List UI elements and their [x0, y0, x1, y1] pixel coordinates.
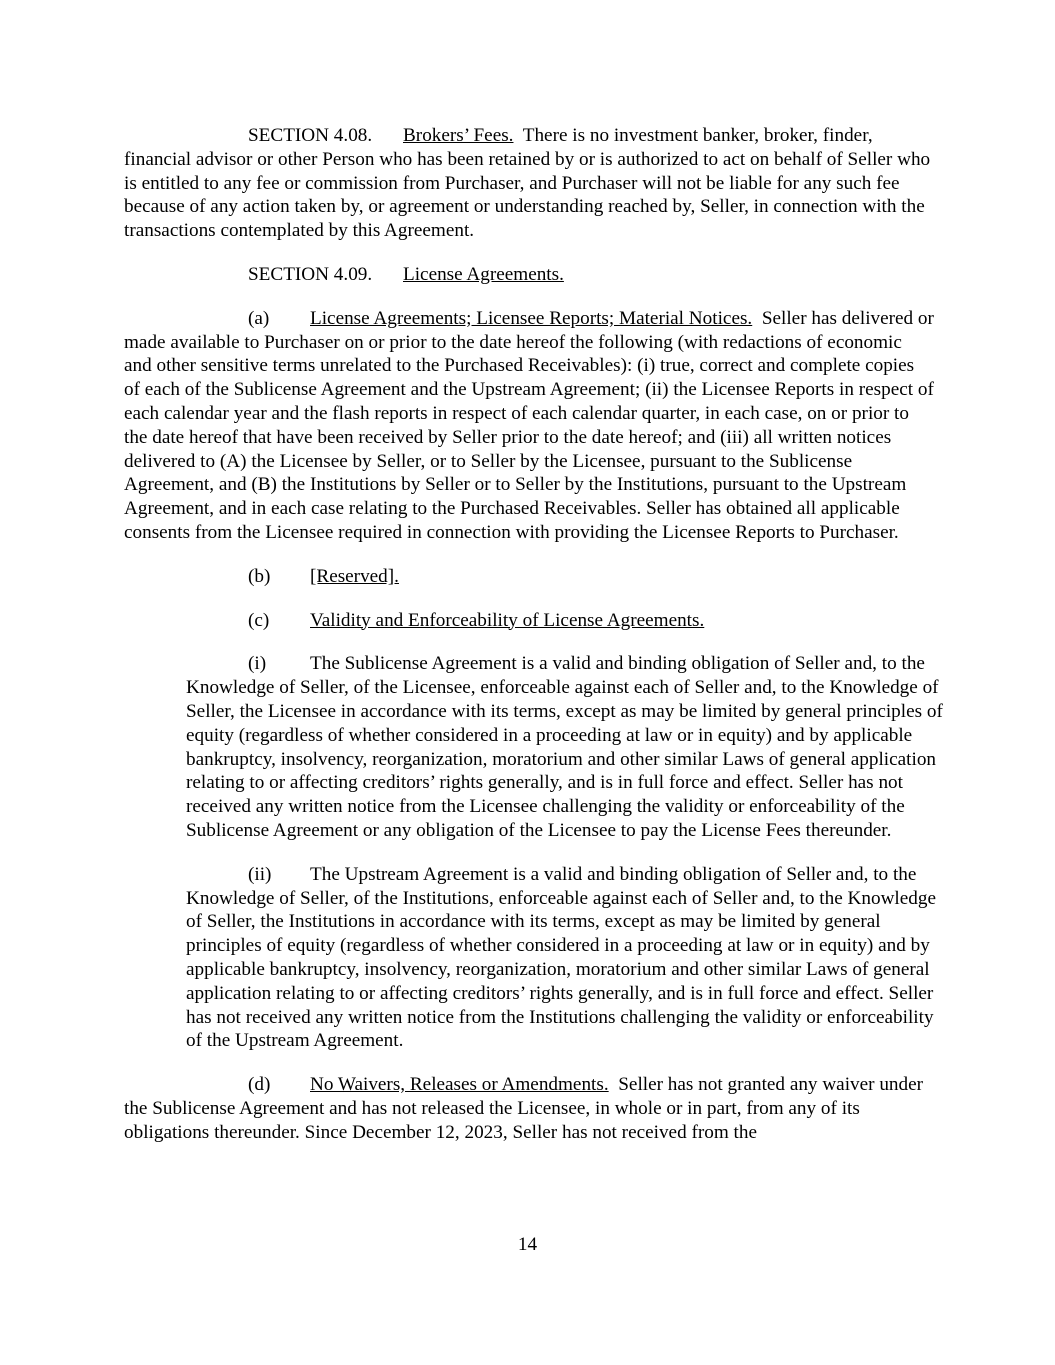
paragraph-heading: License Agreements; Licensee Reports; Material Notices. [310, 307, 753, 329]
paragraph-a [124, 307, 934, 545]
paragraph-heading: No Waivers, Releases or Amendments. [310, 1074, 609, 1096]
section-body: There is no investment banker, broker, finder, financial advisor or other Person who has been retained by or is authorized to act on behalf of Seller who is entitled to any fee or commission from Purchaser, and Purchaser will not be liable for any such fee because of any action taken by, or agreement or understanding reached by, Seller, in connection with the transactions contemplated by this Agreement. [124, 125, 931, 242]
paragraph-body: Seller has delivered or made available to Purchaser on or prior to the date hereof the following (with redactions of economic and other sensitive terms unrelated to the Purchased Receivables): (i) true, correct and complete copies of each of the Sublicense Agreement and the Upstream Agreement; (ii) the Licensee Reports in respect of each calendar year and the flash reports in respect of each calendar quarter, in each case, on or prior to the date hereof that have been received by Seller prior to the date hereof; and (iii) all written notices delivered to (A) the Licensee by Seller, or to Seller by the Licensee, pursuant to the Sublicense Agreement, and (B) the Institutions by Seller or to Seller by the Institutions, pursuant to the Upstream Agreement, and in each case relating to the Purchased Receivables. Seller has obtained all applicable consents from the Licensee required in connection with providing the Licensee Reports to Purchaser. [124, 307, 934, 543]
paragraph-label: (c) [248, 609, 270, 631]
section-heading: Brokers’ Fees. [403, 125, 514, 146]
section-number: SECTION 4.08. [248, 125, 373, 146]
paragraph-label: (a) [248, 307, 270, 329]
paragraph-b [124, 565, 934, 589]
paragraph-label: (i) [248, 653, 267, 675]
section-4-08 [124, 124, 934, 243]
section-number: SECTION 4.09. [248, 263, 373, 285]
document-page [124, 124, 943, 1144]
paragraph-d [124, 1073, 934, 1144]
paragraph-c-ii [186, 863, 946, 1053]
paragraph-heading: Validity and Enforceability of License Agreements. [310, 609, 705, 631]
paragraph-body: The Upstream Agreement is a valid and binding obligation of Seller and, to the Knowledge of Seller, of the Institutions, enforceable against each of Seller and, to the Knowledge of Seller, the Institutions in accordance with its terms, except as may be limited by general principles of equity (regardless of whether considered in a proceeding at law or in equity) and by applicable bankruptcy, insolvency, reorganization, moratorium and other similar Laws of general application relating to or affecting creditors’ rights generally, and is in full force and effect. Seller has not received any written notice from the Institutions challenging the validity or enforceability of the Upstream Agreement. [186, 863, 936, 1052]
paragraph-c-i [186, 652, 946, 842]
paragraph-body: Seller has not granted any waiver under the Sublicense Agreement and has not released the Licensee, in whole or in part, from any of its obligations thereunder. Since December 12, 2023, Seller has not received from the [124, 1074, 924, 1143]
paragraph-label: (ii) [248, 863, 272, 885]
paragraph-heading: [Reserved]. [310, 565, 399, 587]
paragraph-label: (b) [248, 565, 271, 587]
section-4-09 [124, 263, 934, 287]
paragraph-c [124, 609, 934, 633]
section-heading: License Agreements. [403, 263, 564, 285]
paragraph-label: (d) [248, 1074, 271, 1096]
page-number: 14 [517, 1234, 538, 1255]
paragraph-body: The Sublicense Agreement is a valid and binding obligation of Seller and, to the Knowledge of Seller, of the Licensee, enforceable against each of Seller and, to the Knowledge of Seller, the Licensee in accordance with its terms, except as may be limited by general principles of equity (regardless of whether considered in a proceeding at law or in equity) and by applicable bankruptcy, insolvency, reorganization, moratorium and other similar Laws of general application relating to or affecting creditors’ rights generally, and is in full force and effect. Seller has not received any written notice from the Licensee challenging the validity or enforceability of the Sublicense Agreement or any obligation of the Licensee to pay the License Fees thereunder. [186, 653, 943, 841]
